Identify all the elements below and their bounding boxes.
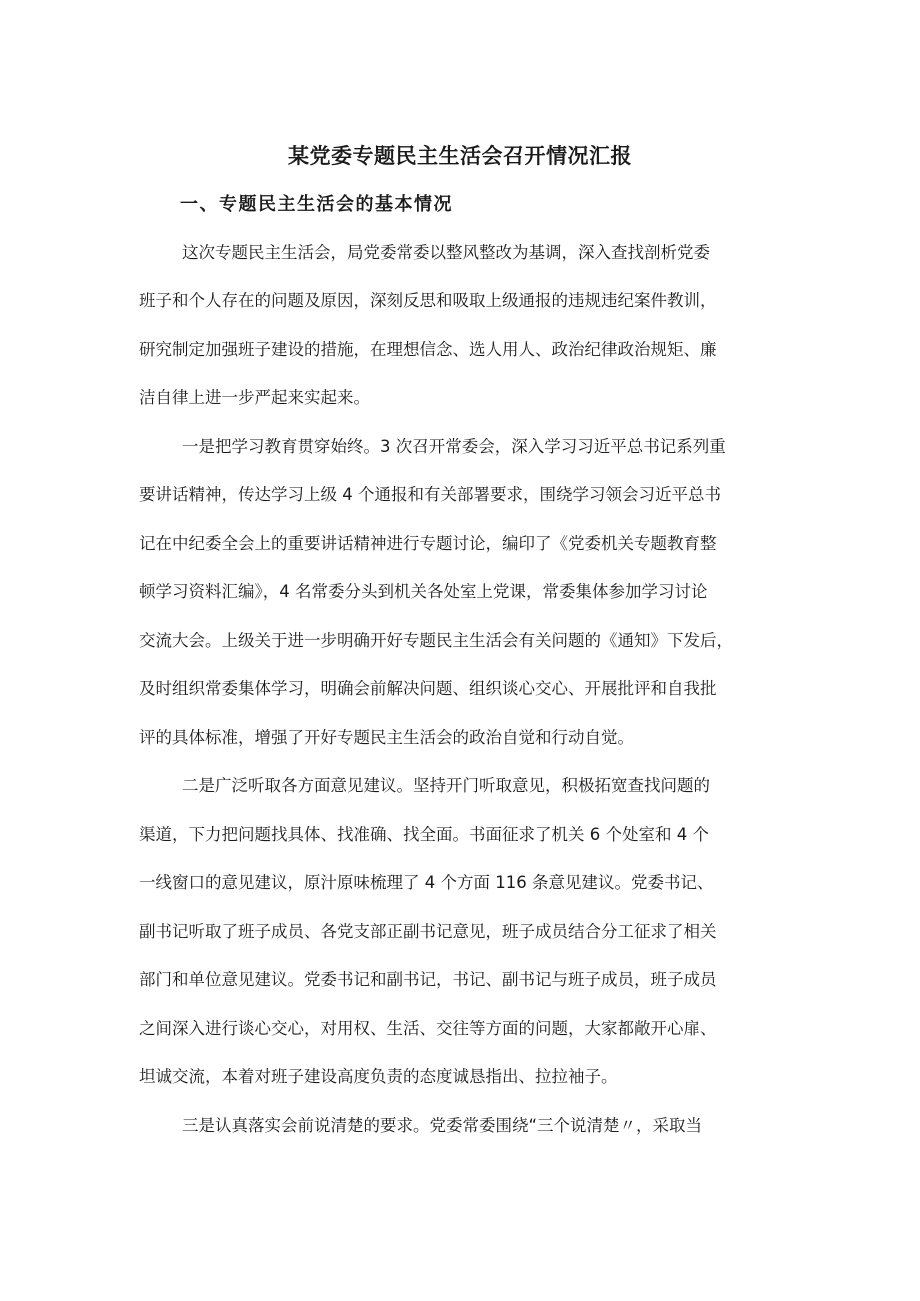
paragraph-line: 顿学习资料汇编》，4 名常委分头到机关各处室上党课，常委集体参加学习讨论 (139, 582, 708, 601)
document-title: 某党委专题民主生活会召开情况汇报 (288, 144, 632, 168)
paragraph-line: 要讲话精神，传达学习上级 4 个通报和有关部署要求，围绕学习领会习近平总书 (139, 485, 721, 504)
paragraph-line: 渠道，下力把问题找具体、找准确、找全面。书面征求了机关 6 个处室和 4 个 (139, 825, 709, 844)
paragraph-line: 班子和个人存在的问题及原因，深刻反思和吸取上级通报的违规违纪案件教训， (139, 291, 717, 310)
paragraph-line: 研究制定加强班子建设的措施，在理想信念、选人用人、政治纪律政治规矩、廉 (139, 340, 717, 359)
paragraph-line: 记在中纪委全会上的重要讲话精神进行专题讨论，编印了《党委机关专题教育整 (139, 534, 717, 553)
paragraph-line: 一是把学习教育贯穿始终。3 次召开常委会，深入学习习近平总书记系列重 (182, 437, 726, 456)
paragraph-line: 交流大会。上级关于进一步明确开好专题民主生活会有关问题的《通知》下发后， (139, 631, 733, 650)
paragraph-line: 评的具体标准，增强了开好专题民主生活会的政治自觉和行动自觉。 (139, 728, 634, 747)
paragraph-line: 三是认真落实会前说清楚的要求。党委常委围绕“三个说清楚〃，采取当 (182, 1116, 703, 1135)
paragraph-line: 这次专题民主生活会，局党委常委以整风整改为基调，深入查找剖析党委 (182, 243, 710, 262)
paragraph-line: 二是广泛听取各方面意见建议。坚持开门听取意见，积极拓宽查找问题的 (182, 776, 710, 795)
paragraph-line: 洁自律上进一步严起来实起来。 (139, 388, 370, 407)
paragraph-line: 之间深入进行谈心交心，对用权、生活、交往等方面的问题，大家都敞开心扉、 (139, 1019, 717, 1038)
section-heading: 一、专题民主生活会的基本情况 (180, 194, 453, 215)
paragraph-line: 坦诚交流，本着对班子建设高度负责的态度诚恳指出、拉拉袖子。 (139, 1067, 618, 1086)
paragraph-line: 一线窗口的意见建议，原汁原味梳理了 4 个方面 116 条意见建议。党委书记、 (139, 873, 714, 892)
paragraph-line: 及时组织常委集体学习，明确会前解决问题、组织谈心交心、开展批评和自我批 (139, 679, 717, 698)
paragraph-line: 副书记听取了班子成员、各党支部正副书记意见，班子成员结合分工征求了相关 (139, 922, 717, 941)
paragraph-line: 部门和单位意见建议。党委书记和副书记，书记、副书记与班子成员，班子成员 (139, 970, 717, 989)
